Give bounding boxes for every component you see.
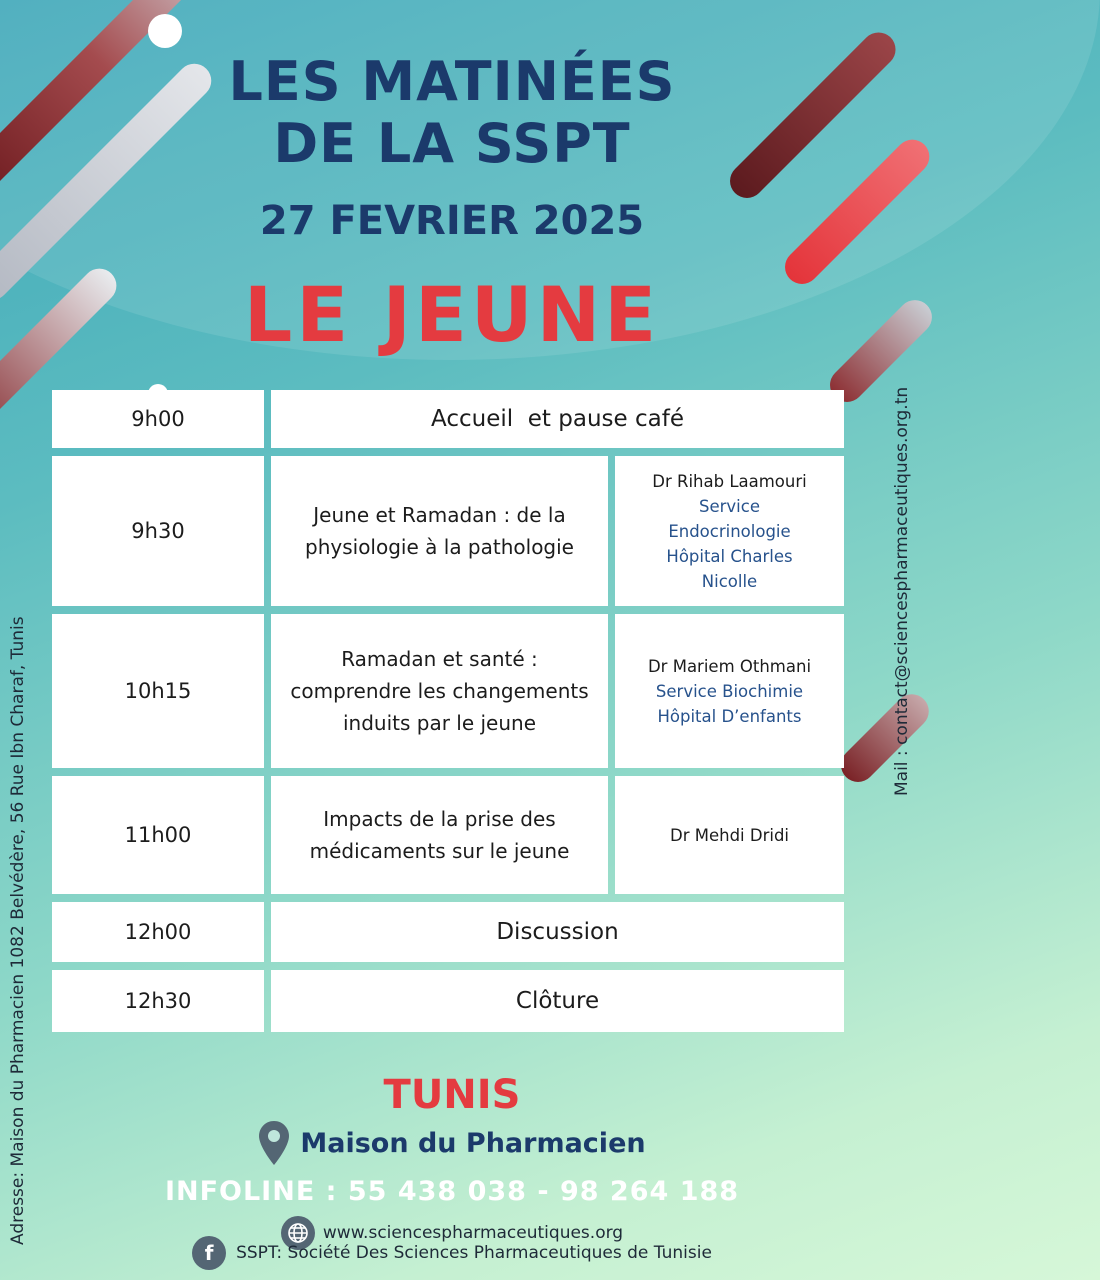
program-topic: Impacts de la prise des médicaments sur le jeune	[271, 776, 608, 894]
program-speaker-cell	[615, 456, 844, 606]
program-topic: Discussion	[271, 902, 844, 962]
location-pin-icon	[258, 1120, 290, 1166]
program-speaker-cell	[615, 776, 844, 894]
program-topic: Accueil et pause café	[271, 390, 844, 448]
speaker-affiliation: Service Endocrinologie Hôpital Charles Nicolle	[666, 496, 793, 591]
program-time: 12h00	[52, 902, 264, 962]
speaker-affiliation: Hôpital D’enfants	[657, 706, 802, 726]
program-time: 9h30	[52, 456, 264, 606]
decorative-dot	[148, 14, 182, 48]
program-topic: Ramadan et santé : comprendre les changements induits par le jeune	[271, 614, 608, 768]
program-topic: Clôture	[271, 970, 844, 1032]
venue-line	[0, 1120, 904, 1166]
event-title-line-2: DE LA SSPT	[273, 112, 631, 175]
event-title-line-1: LES MATINÉES	[228, 50, 676, 113]
mail-vertical: Mail : contact@sciencespharmaceutiques.org.tn	[892, 386, 912, 796]
program-time: 11h00	[52, 776, 264, 894]
speaker-name: Dr Mehdi Dridi	[669, 825, 789, 845]
program-time: 9h00	[52, 390, 264, 448]
society-name: SSPT: Société Des Sciences Pharmaceutiques de Tunisie	[236, 1243, 712, 1263]
speaker-name: Dr Mariem Othmani	[647, 656, 812, 676]
speaker-name: Dr Rihab Laamouri	[652, 471, 807, 491]
event-theme: LE JEUNE	[243, 270, 661, 359]
venue-name: Maison du Pharmacien	[300, 1127, 646, 1159]
program-time: 12h30	[52, 970, 264, 1032]
program-speaker-cell	[615, 614, 844, 768]
decorative-stripe	[834, 687, 936, 789]
website-link[interactable]: www.sciencespharmaceutiques.org	[322, 1223, 624, 1243]
infoline: INFOLINE : 55 438 038 - 98 264 188	[164, 1176, 740, 1207]
speaker-affiliation: Service Biochimie	[655, 681, 804, 701]
society-line	[0, 1236, 904, 1270]
program-time: 10h15	[52, 614, 264, 768]
event-city: TUNIS	[383, 1072, 521, 1118]
event-date: 27 FEVRIER 2025	[259, 198, 645, 244]
address-vertical: Adresse: Maison du Pharmacien 1082 Belvédère, 56 Rue Ibn Charaf, Tunis	[8, 616, 28, 1245]
program-topic: Jeune et Ramadan : de la physiologie à la pathologie	[271, 456, 608, 606]
facebook-icon[interactable]: f	[192, 1236, 226, 1270]
